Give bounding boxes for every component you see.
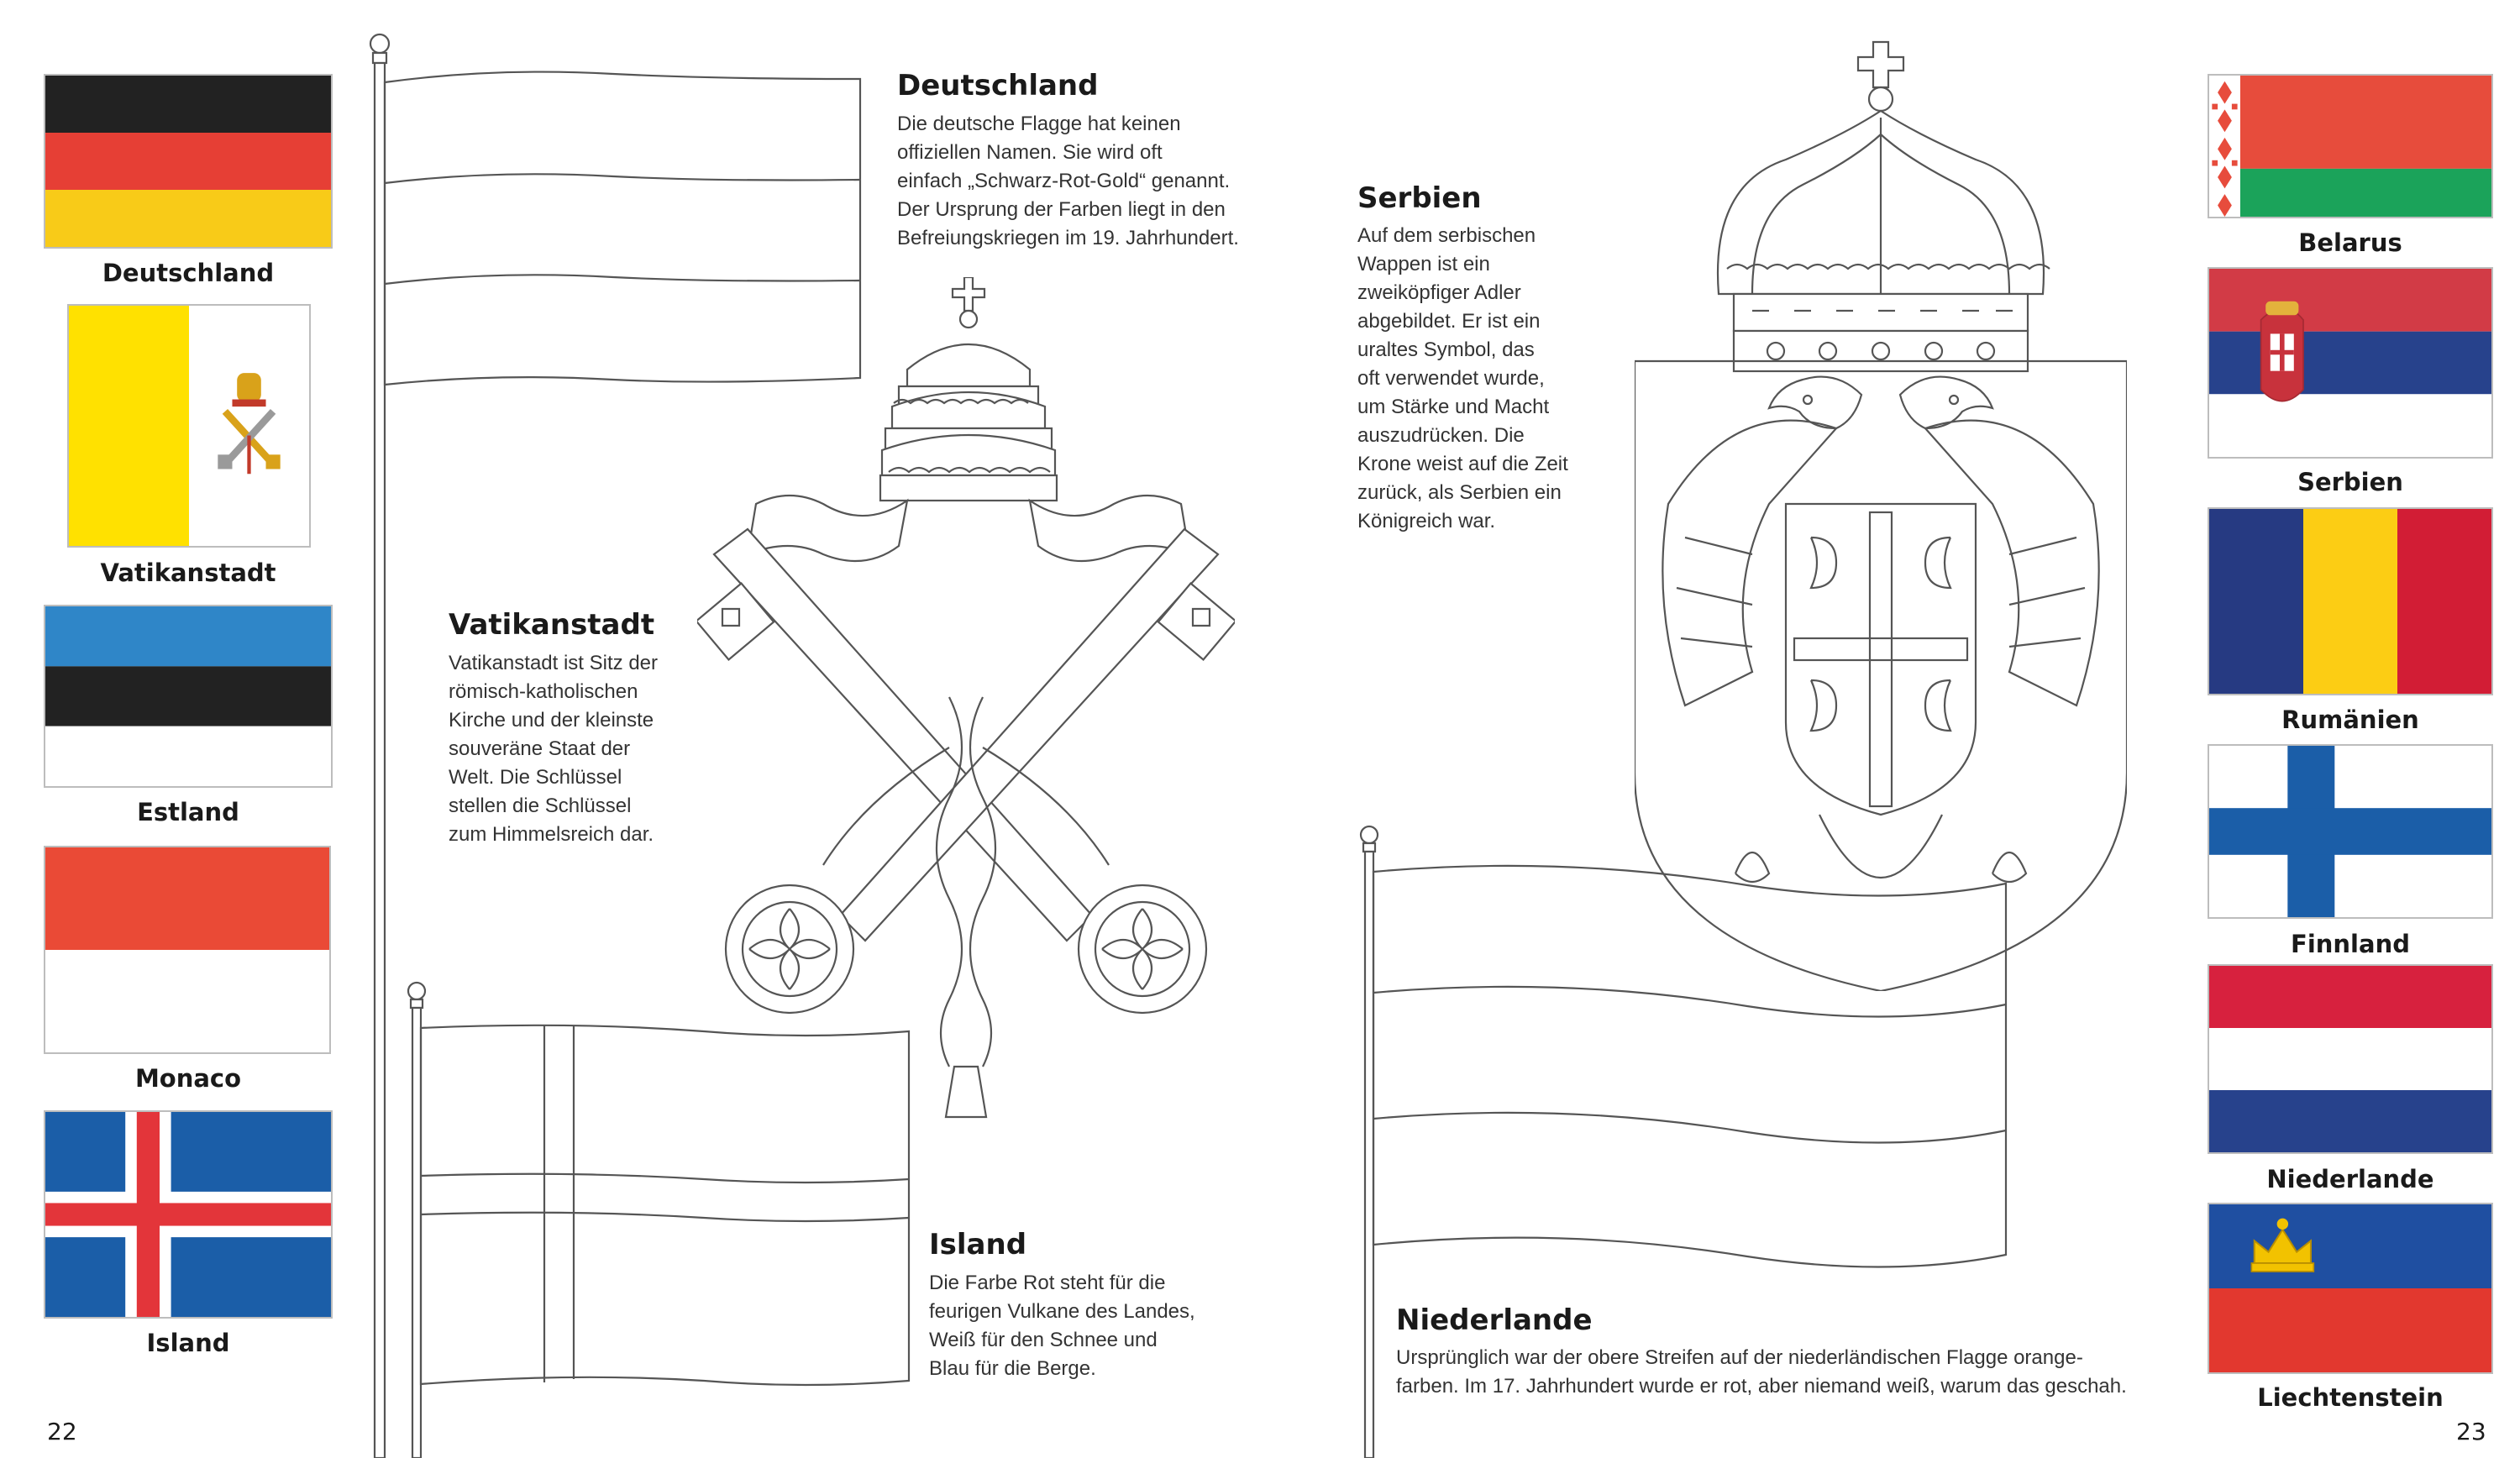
netherlands-flag bbox=[2208, 964, 2493, 1154]
papal-keys-tiara-icon bbox=[697, 277, 1235, 1125]
body-line: um Stärke und Macht bbox=[1357, 396, 1550, 418]
page-number-left: 22 bbox=[47, 1418, 77, 1445]
body-line: stellen die Schlüssel bbox=[449, 795, 632, 817]
flag-caption: Liechtenstein bbox=[2257, 1383, 2444, 1412]
page-number-right: 23 bbox=[2456, 1418, 2486, 1445]
body-line: Königreich war. bbox=[1357, 510, 1496, 532]
liechtenstein-flag bbox=[2208, 1203, 2493, 1374]
section-body bbox=[1396, 1344, 2186, 1401]
flag-caption: Belarus bbox=[2298, 228, 2402, 257]
body-line: Die deutsche Flagge hat keinen bbox=[897, 113, 1181, 135]
flag-caption: Estland bbox=[137, 798, 239, 826]
section-title: Vatikanstadt bbox=[449, 608, 655, 642]
body-line: uraltes Symbol, das bbox=[1357, 338, 1535, 361]
body-line: feurigen Vulkane des Landes, bbox=[929, 1300, 1195, 1323]
finland-flag bbox=[2208, 744, 2493, 919]
body-line: Blau für die Berge. bbox=[929, 1357, 1096, 1380]
body-line: oft verwendet wurde, bbox=[1357, 367, 1545, 390]
body-line: Der Ursprung der Farben liegt in den bbox=[897, 198, 1226, 221]
body-line: Die Farbe Rot steht für die bbox=[929, 1272, 1166, 1294]
body-line: Ursprünglich war der obere Streifen auf der niederländischen Flagge orange- bbox=[1396, 1346, 2083, 1369]
flag-caption: Finnland bbox=[2291, 930, 2410, 958]
monaco-flag bbox=[44, 846, 331, 1054]
section-body bbox=[897, 110, 1284, 253]
body-line: auszudrücken. Die bbox=[1357, 424, 1525, 447]
body-line: Auf dem serbischen bbox=[1357, 224, 1536, 247]
flag-caption: Deutschland bbox=[102, 259, 275, 287]
body-line: Vatikanstadt ist Sitz der bbox=[449, 652, 658, 674]
estonia-flag bbox=[44, 605, 333, 788]
flag-caption: Niederlande bbox=[2266, 1165, 2434, 1193]
section-body bbox=[449, 649, 701, 849]
flag-caption: Rumänien bbox=[2281, 705, 2419, 734]
romania-flag bbox=[2208, 507, 2493, 695]
section-title: Serbien bbox=[1357, 181, 1482, 215]
body-line: einfach „Schwarz-Rot-Gold“ genannt. bbox=[897, 170, 1231, 192]
flag-caption: Vatikanstadt bbox=[100, 559, 276, 587]
body-line: Weiß für den Schnee und bbox=[929, 1329, 1158, 1351]
flag-caption: Island bbox=[146, 1329, 230, 1357]
germany-flag bbox=[44, 74, 333, 249]
section-title: Island bbox=[929, 1228, 1027, 1261]
body-line: Kirche und der kleinste bbox=[449, 709, 654, 732]
body-line: Welt. Die Schlüssel bbox=[449, 766, 622, 789]
section-body bbox=[929, 1269, 1231, 1383]
body-line: zurück, als Serbien ein bbox=[1357, 481, 1562, 504]
section-title: Niederlande bbox=[1396, 1303, 1593, 1337]
body-line: farben. Im 17. Jahrhundert wurde er rot, aber niemand weiß, warum das geschah. bbox=[1396, 1375, 2127, 1398]
section-title: Deutschland bbox=[897, 69, 1099, 102]
flag-caption: Serbien bbox=[2297, 468, 2403, 496]
body-line: zweiköpfiger Adler bbox=[1357, 281, 1521, 304]
body-line: Krone weist auf die Zeit bbox=[1357, 453, 1568, 475]
vatican-flag bbox=[67, 304, 311, 548]
belarus-flag bbox=[2208, 74, 2493, 218]
iceland-flag bbox=[44, 1110, 333, 1319]
body-line: offiziellen Namen. Sie wird oft bbox=[897, 141, 1163, 164]
body-line: souveräne Staat der bbox=[449, 737, 631, 760]
serbia-flag bbox=[2208, 267, 2493, 459]
flag-caption: Monaco bbox=[134, 1064, 242, 1093]
section-body bbox=[1357, 222, 1609, 536]
body-line: Wappen ist ein bbox=[1357, 253, 1490, 275]
body-line: abgebildet. Er ist ein bbox=[1357, 310, 1541, 333]
body-line: Befreiungskriegen im 19. Jahrhundert. bbox=[897, 227, 1239, 249]
body-line: zum Himmelsreich dar. bbox=[449, 823, 654, 846]
double-headed-eagle-crown-icon bbox=[1635, 34, 2127, 991]
body-line: römisch-katholischen bbox=[449, 680, 638, 703]
